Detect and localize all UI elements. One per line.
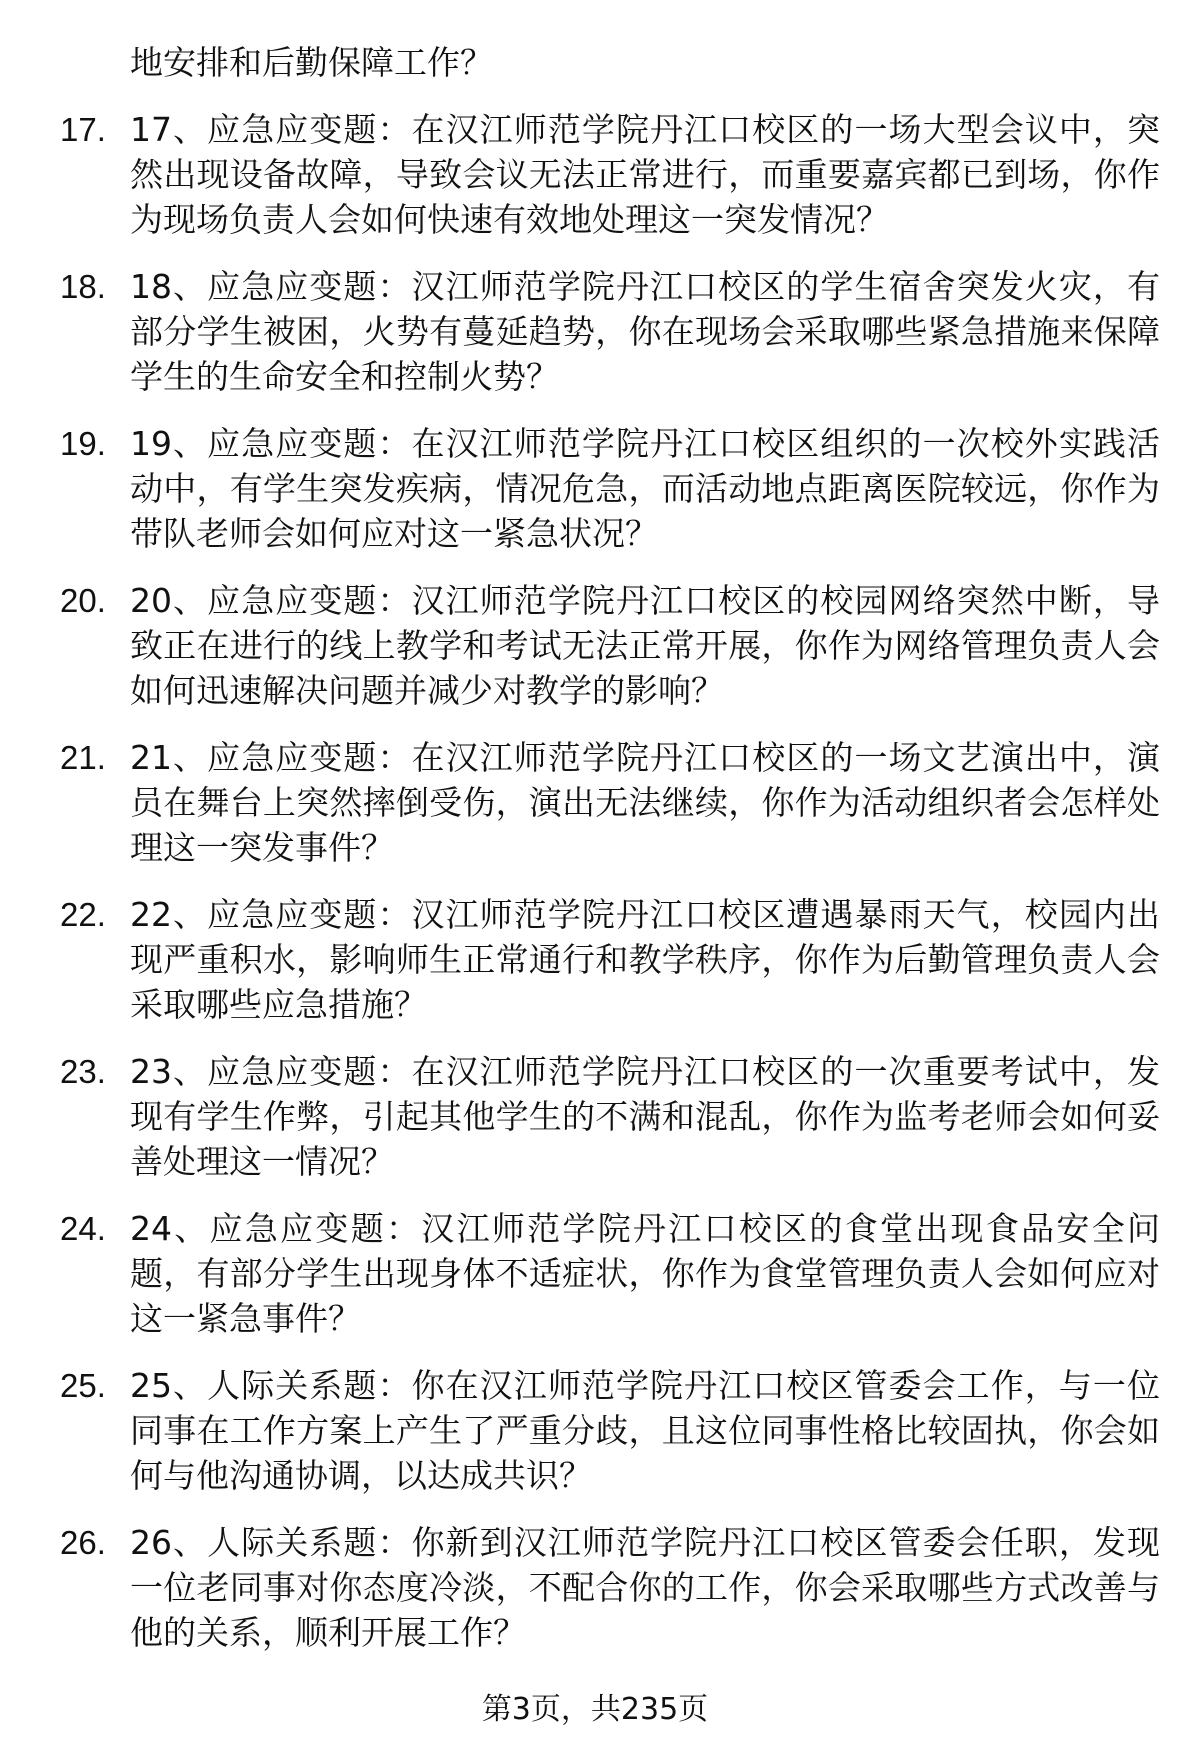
question-item-20 bbox=[60, 578, 1160, 713]
page-footer: 第3页，共235页 bbox=[481, 1692, 709, 1727]
question-number: 25. bbox=[60, 1367, 106, 1404]
question-item-17 bbox=[60, 107, 1160, 242]
question-text: 21、应急应变题：在汉江师范学院丹江口校区的一场文艺演出中，演员在舞台上突然摔倒受伤，演出无法继续，你作为活动组织者会怎样处理这一突发事件？ bbox=[130, 738, 1160, 867]
question-item-21 bbox=[60, 735, 1160, 870]
question-content bbox=[60, 40, 1160, 1655]
question-item-23 bbox=[60, 1049, 1160, 1184]
question-number: 22. bbox=[60, 896, 106, 933]
question-item-26 bbox=[60, 1520, 1160, 1655]
question-number: 20. bbox=[60, 582, 106, 619]
question-list bbox=[60, 107, 1160, 1655]
question-number: 19. bbox=[60, 425, 106, 462]
question-text: 22、应急应变题：汉江师范学院丹江口校区遭遇暴雨天气，校园内出现严重积水，影响师生正常通行和教学秩序，你作为后勤管理负责人会采取哪些应急措施？ bbox=[130, 895, 1160, 1024]
question-item-18 bbox=[60, 264, 1160, 399]
question-text: 25、人际关系题：你在汉江师范学院丹江口校区管委会工作，与一位同事在工作方案上产生了严重分歧，且这位同事性格比较固执，你会如何与他沟通协调，以达成共识？ bbox=[130, 1366, 1160, 1495]
question-item-22 bbox=[60, 892, 1160, 1027]
question-number: 17. bbox=[60, 111, 106, 148]
question-text: 19、应急应变题：在汉江师范学院丹江口校区组织的一次校外实践活动中，有学生突发疾病，情况危急，而活动地点距离医院较远，你作为带队老师会如何应对这一紧急状况？ bbox=[130, 424, 1160, 553]
question-number: 21. bbox=[60, 739, 106, 776]
question-text: 23、应急应变题：在汉江师范学院丹江口校区的一次重要考试中，发现有学生作弊，引起其他学生的不满和混乱，你作为监考老师会如何妥善处理这一情况？ bbox=[130, 1052, 1160, 1181]
question-text: 20、应急应变题：汉江师范学院丹江口校区的校园网络突然中断，导致正在进行的线上教学和考试无法正常开展，你作为网络管理负责人会如何迅速解决问题并减少对教学的影响？ bbox=[130, 581, 1160, 710]
continued-question-text: 地安排和后勤保障工作？ bbox=[130, 43, 493, 82]
question-item-19 bbox=[60, 421, 1160, 556]
question-number: 23. bbox=[60, 1053, 106, 1090]
question-text: 26、人际关系题：你新到汉江师范学院丹江口校区管委会任职，发现一位老同事对你态度冷淡，不配合你的工作，你会采取哪些方式改善与他的关系，顺利开展工作？ bbox=[130, 1523, 1160, 1652]
question-text: 18、应急应变题：汉江师范学院丹江口校区的学生宿舍突发火灾，有部分学生被困，火势有蔓延趋势，你在现场会采取哪些紧急措施来保障学生的生命安全和控制火势？ bbox=[130, 267, 1160, 396]
question-text: 17、应急应变题：在汉江师范学院丹江口校区的一场大型会议中，突然出现设备故障，导致会议无法正常进行，而重要嘉宾都已到场，你作为现场负责人会如何快速有效地处理这一突发情况？ bbox=[130, 110, 1160, 239]
question-item-24 bbox=[60, 1206, 1160, 1341]
question-number: 26. bbox=[60, 1524, 106, 1561]
question-text: 24、应急应变题：汉江师范学院丹江口校区的食堂出现食品安全问题，有部分学生出现身体不适症状，你作为食堂管理负责人会如何应对这一紧急事件？ bbox=[130, 1209, 1160, 1338]
question-number: 24. bbox=[60, 1210, 106, 1247]
question-item-25 bbox=[60, 1363, 1160, 1498]
question-number: 18. bbox=[60, 268, 106, 305]
